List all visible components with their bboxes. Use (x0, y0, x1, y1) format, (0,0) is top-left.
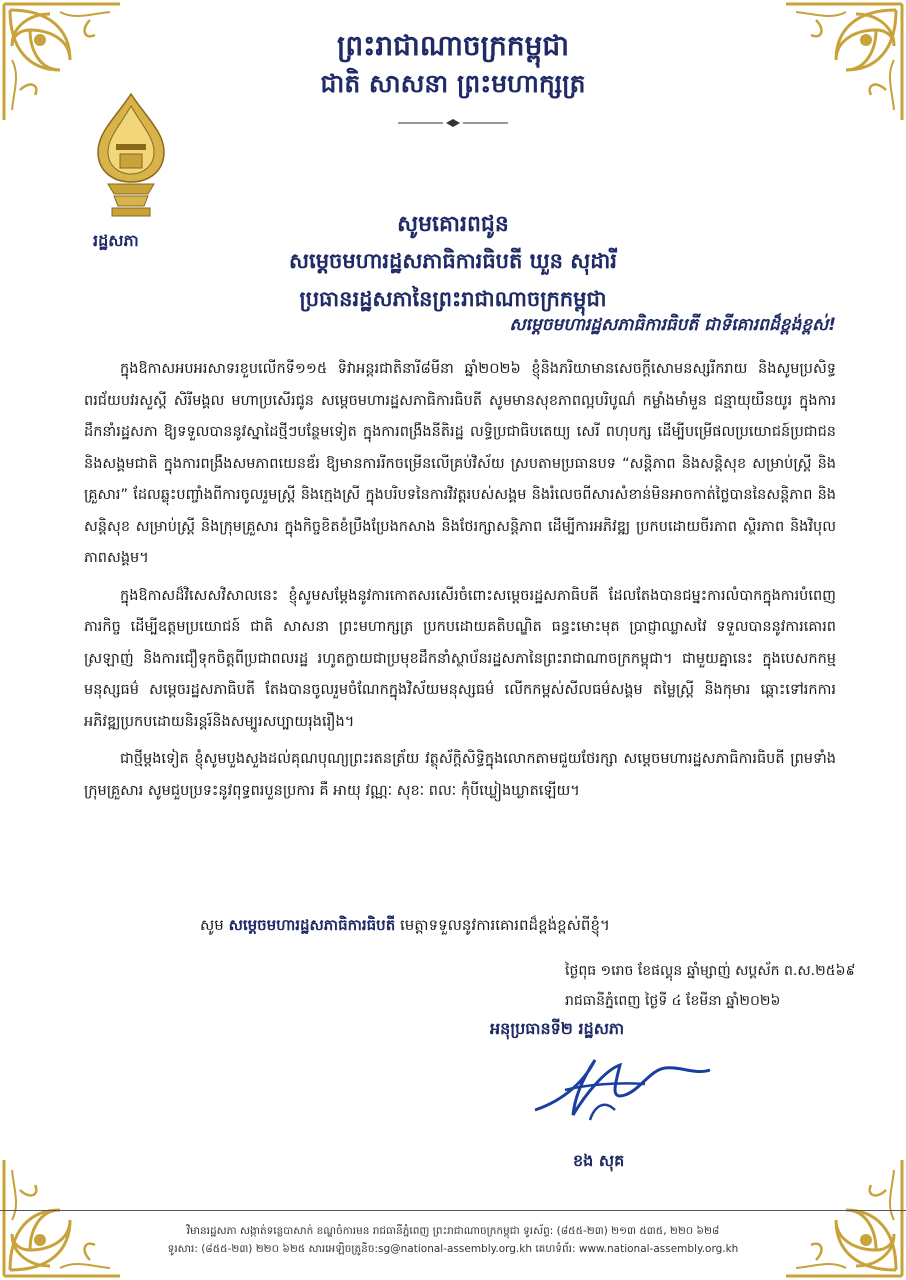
recipient-block (150, 206, 756, 318)
body-paragraph: ជាថ្មីម្តងទៀត ខ្ញុំសូមបួងសួងដល់គុណបុណ្យព្រះរតនត្រ័យ វត្ថុស័ក្តិសិទ្ធិក្នុងលោកតាមជួយថែរក្សា សម្តេចមហារដ្ឋសភាធិការធិបតី ព្រមទាំងក្រុមគ្រួសារ សូមជួបប្រទះនូវពុទ្ធពរបួនប្រការ គឺ អាយុ វណ្ណៈ សុខៈ ពលៈ កុំបីឃ្លៀងឃ្លាតឡើយ។ (84, 751, 836, 799)
recipient-position: ប្រធានរដ្ឋសភានៃព្រះរាជាណាចក្រកម្ពុជា (299, 286, 607, 311)
body-paragraph: ក្នុងឱកាសដ៏វិសេសវិសាលនេះ ខ្ញុំសូមសម្តែងនូវការកោតសរសើរចំពោះសម្តេចរដ្ឋសភាធិបតី ដែលតែងបានជម្នះការលំបាកក្នុងការបំពេញភារកិច្ច ដើម្បីឧត្តមប្រយោជន៍ ជាតិ សាសនា ព្រះមហាក្សត្រ ប្រកបដោយគតិបណ្ឌិត ធន្ធះមោះមុត ប្រាជ្ញាឈ្លាសវៃ ទទួលបាននូវការគោរពស្រឡាញ់ និងការជឿទុកចិត្តពីប្រជាពលរដ្ឋ រហូតក្លាយជាប្រមុខដឹកនាំស្ថាប័នរដ្ឋសភានៃព្រះរាជាណាចក្រកម្ពុជា។ ជាមួយគ្នានេះ ក្នុងបេសកកម្មមនុស្សធម៌ សម្តេចរដ្ឋសភាធិបតី តែងបានចូលរួមចំណែកក្នុងវិស័យមនុស្សធម៌ លើកកម្ពស់សីលធម៌សង្គម តម្លៃស្ត្រី និងកុមារ ឆ្ពោះទៅរកការអភិវឌ្ឍប្រកបដោយនិរន្តរ៍និងសម្បូរសប្បាយរុងរឿង។ (84, 587, 836, 730)
letter-body (84, 354, 836, 813)
body-paragraph: ក្នុងឱកាសអបអរសាទរខួបលើកទី១១៥ ទិវាអន្តរជាតិនារី៨មីនា ឆ្នាំ២០២៦ ខ្ញុំនិងភរិយាមានសេចក្តីសោមនស្សរីករាយ និងសូមប្រសិទ្ធពរជ័យបវរសួស្តី សិរីមង្គល មហាប្រសើរជូន សម្តេចមហារដ្ឋសភាធិការធិបតី សូមមានសុខភាពល្អបរិបូណ៌ កម្លាំងមាំមួន ជន្មាយុយឺនយូរ ក្នុងការដឹកនាំរដ្ឋសភា ឱ្យទទួលបាននូវស្នាដៃថ្មីៗបន្ថែមទៀត ក្នុងការពង្រឹងនីតិរដ្ឋ លទ្ធិប្រជាធិបតេយ្យ សេរី ពហុបក្ស ដើម្បីបម្រើផលប្រយោជន៍ប្រជាជន និងសង្គមជាតិ ក្នុងការពង្រឹងសមភាពយេនឌ័រ ឱ្យមានការរីកចម្រើនលើគ្រប់វិស័យ ស្របតាមប្រធានបទ “សន្តិភាព និងសន្តិសុខ សម្រាប់ស្ត្រី និងគ្រួសារ” ដែលឆ្លុះបញ្ចាំងពីការចូលរួមស្ត្រី និងក្មេងស្រី ក្នុងបរិបទនៃការវិវត្តរបស់សង្គម និងរំលេចពីសារសំខាន់មិនអាចកាត់ថ្លៃបាននៃសន្តិភាព និងសន្តិសុខ សម្រាប់ស្ត្រី និងក្រុមគ្រួសារ ក្នុងកិច្ចខិតខំប្រឹងប្រែងកសាង និងថែរក្សាសន្តិភាព ដើម្បីការអភិវឌ្ឍ ប្រកបដោយចីរភាព ស្ថិរភាព និងវិបុលភាពសង្គម។ (84, 361, 836, 566)
date-block (565, 956, 855, 1016)
corner-ornament-icon (0, 1150, 130, 1280)
closing-suffix: មេត្តាទទួលនូវការគោរពដ៏ខ្ពង់ខ្ពស់ពីខ្ញុំ។ (400, 916, 610, 934)
footer-address: វិមានរដ្ឋសភា សង្កាត់ទន្លេបាសាក់ ខណ្ឌចំការមន រាជធានីភ្នំពេញ ព្រះរាជាណាចក្រកម្ពុជា ទូរស័ព្ទ: (៨៥៥-២៣) ២១៣ ៥៣៥, ២២០ ៦២៨ (186, 1225, 720, 1237)
national-assembly-emblem-icon (86, 92, 176, 222)
signer-name: ខង សុគ (573, 1151, 625, 1170)
closing-prefix: សូម (200, 916, 224, 934)
lunar-date: ថ្ងៃពុធ ១រោច ខែផល្គុន ឆ្នាំម្សាញ់ សប្តស័ក ព.ស.២៥៦៩ (565, 963, 856, 979)
corner-ornament-icon (776, 1150, 906, 1280)
national-motto: ជាតិ សាសនា ព្រះមហាក្សត្រ (320, 69, 586, 98)
footer (0, 1222, 906, 1258)
signer-title: អនុប្រធានទី២ រដ្ឋសភា (490, 1019, 625, 1038)
institution-label: រដ្ឋសភា (93, 231, 139, 250)
closing-line (200, 916, 610, 938)
salutation: សម្តេចមហារដ្ឋសភាធិការធិបតី ជាទីគោរពដ៏ខ្ពង់ខ្ពស់! (509, 315, 836, 335)
recipient-greeting: សូមគោរពជូន (397, 211, 509, 237)
footer-divider (0, 1210, 906, 1211)
solar-date: រាជធានីភ្នំពេញ ថ្ងៃទី ៤ ខែមីនា ឆ្នាំ២០២៦ (565, 993, 781, 1009)
footer-contact: ទូរសារ: (៨៥៥-២៣) ២២០ ៦២៥ សារអេឡិចត្រូនិច:sg@national-assembly.org.kh គេហទំព័រ: www.national-assembly.org.kh (167, 1243, 739, 1255)
header-divider-icon (398, 118, 508, 128)
kingdom-title: ព្រះរាជាណាចក្រកម្ពុជា (336, 29, 569, 62)
recipient-name: សម្តេចមហារដ្ឋសភាធិការធិបតី ឃួន សុដារី (289, 248, 617, 273)
closing-name: សម្តេចមហារដ្ឋសភាធិការធិបតី (228, 916, 396, 934)
kingdom-header (0, 26, 906, 102)
handwritten-signature-icon (525, 1040, 715, 1130)
